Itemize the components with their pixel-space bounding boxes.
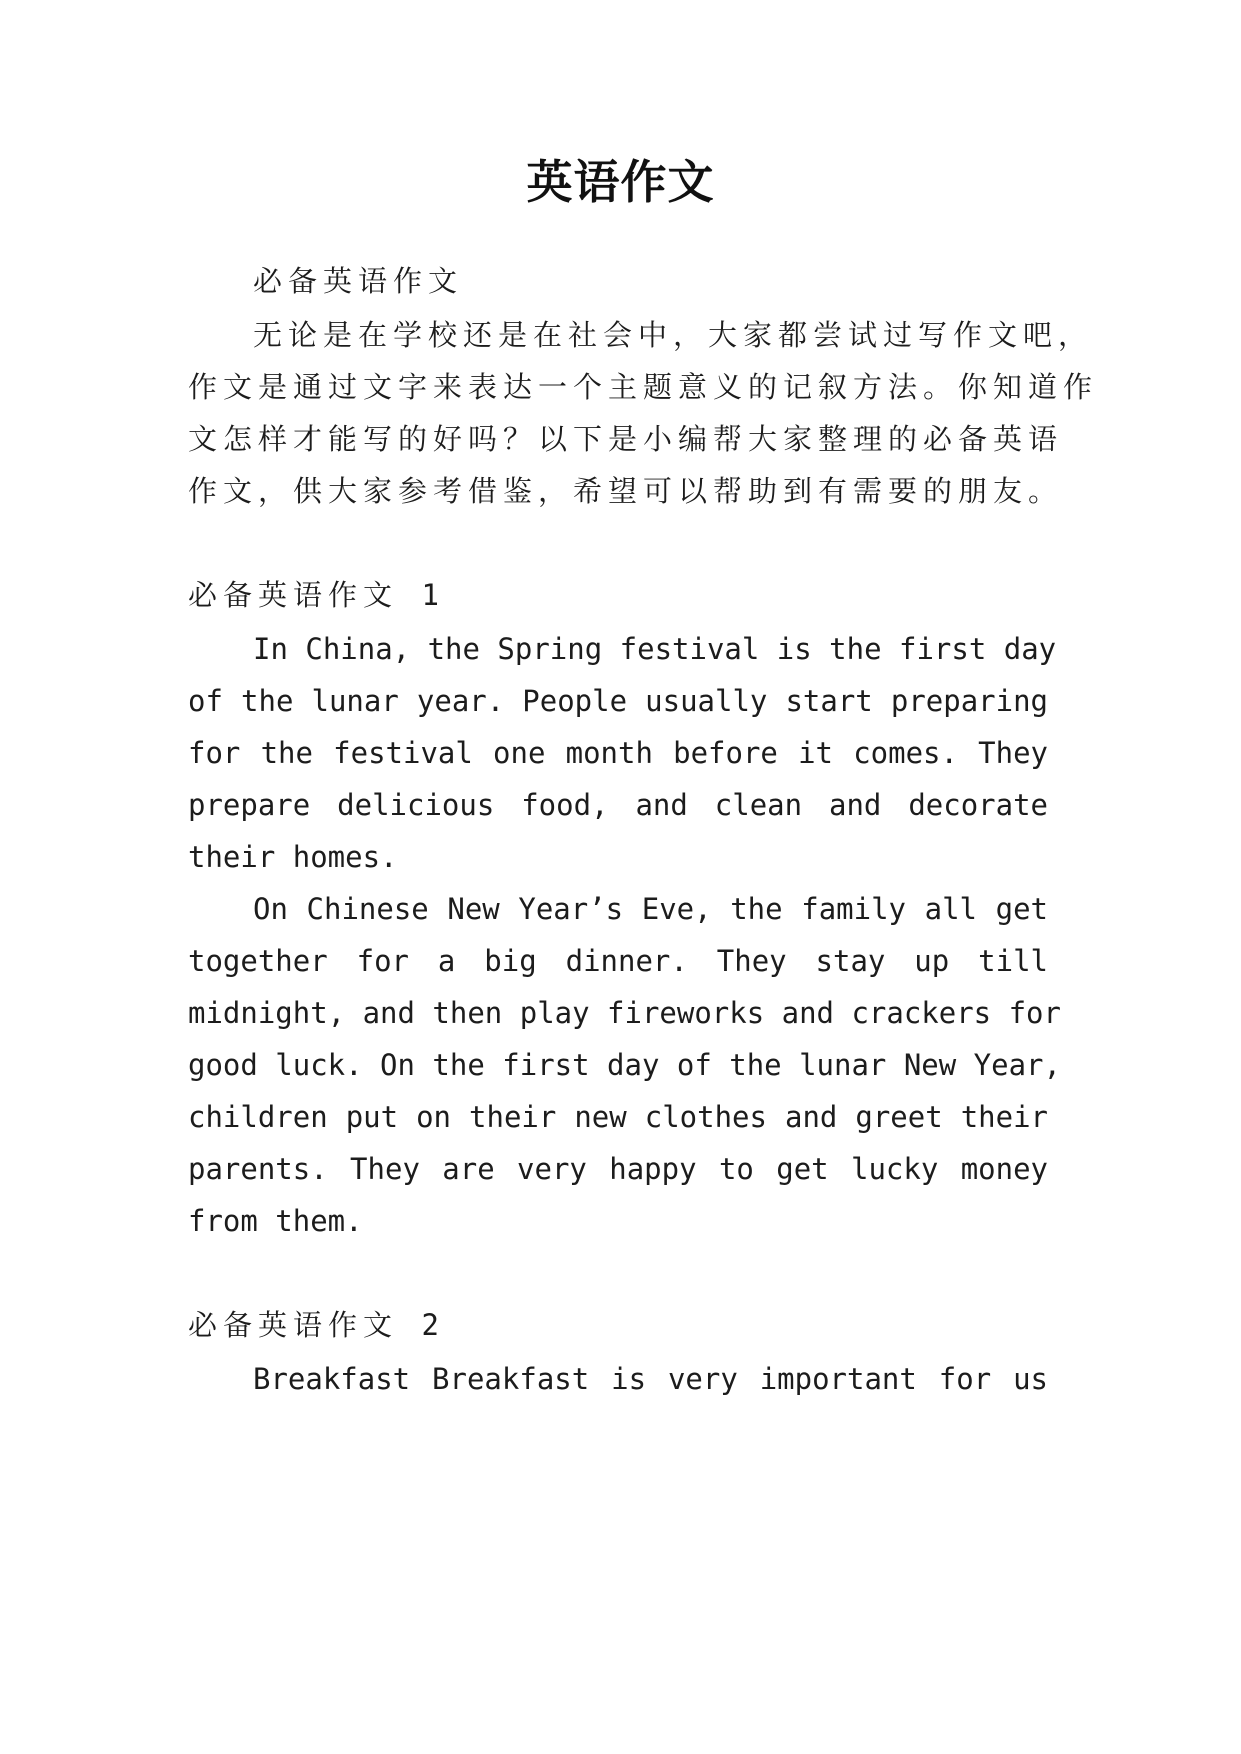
essay-1-line: good luck. On the first day of the lunar New Year, bbox=[188, 1048, 1061, 1082]
essay-1-line: together for a big dinner. They stay up till bbox=[188, 944, 1048, 978]
essay-1-line: children put on their new clothes and greet their bbox=[188, 1100, 1048, 1134]
essay-1-line: their homes. bbox=[188, 840, 398, 874]
essay-2-line: Breakfast Breakfast is very important for us bbox=[253, 1362, 1048, 1396]
intro-heading: 必备英语作文 bbox=[253, 264, 464, 298]
essay-2-heading: 必备英语作文 2 bbox=[188, 1308, 445, 1342]
intro-paragraph-line: 无论是在学校还是在社会中，大家都尝试过写作文吧， bbox=[253, 318, 1094, 352]
essay-1-line: from them. bbox=[188, 1204, 363, 1238]
essay-1-line: prepare delicious food, and clean and decorate bbox=[188, 788, 1048, 822]
document-title: 英语作文 bbox=[526, 155, 715, 209]
essay-1-line: In China, the Spring festival is the first day bbox=[253, 632, 1057, 666]
intro-paragraph-line: 作文，供大家参考借鉴，希望可以帮助到有需要的朋友。 bbox=[188, 474, 1064, 508]
essay-1-line: parents. They are very happy to get lucky money bbox=[188, 1152, 1048, 1186]
intro-paragraph-line: 文怎样才能写的好吗？以下是小编帮大家整理的必备英语 bbox=[188, 422, 1064, 456]
essay-1-line: On Chinese New Year’s Eve, the family all get bbox=[253, 892, 1048, 926]
essay-1-heading: 必备英语作文 1 bbox=[188, 578, 445, 612]
essay-1-line: midnight, and then play fireworks and crackers for bbox=[188, 996, 1061, 1030]
essay-1-line: of the lunar year. People usually start preparing bbox=[188, 684, 1048, 718]
essay-1-line: for the festival one month before it comes. They bbox=[188, 736, 1048, 770]
intro-paragraph-line: 作文是通过文字来表达一个主题意义的记叙方法。你知道作 bbox=[188, 370, 1099, 404]
